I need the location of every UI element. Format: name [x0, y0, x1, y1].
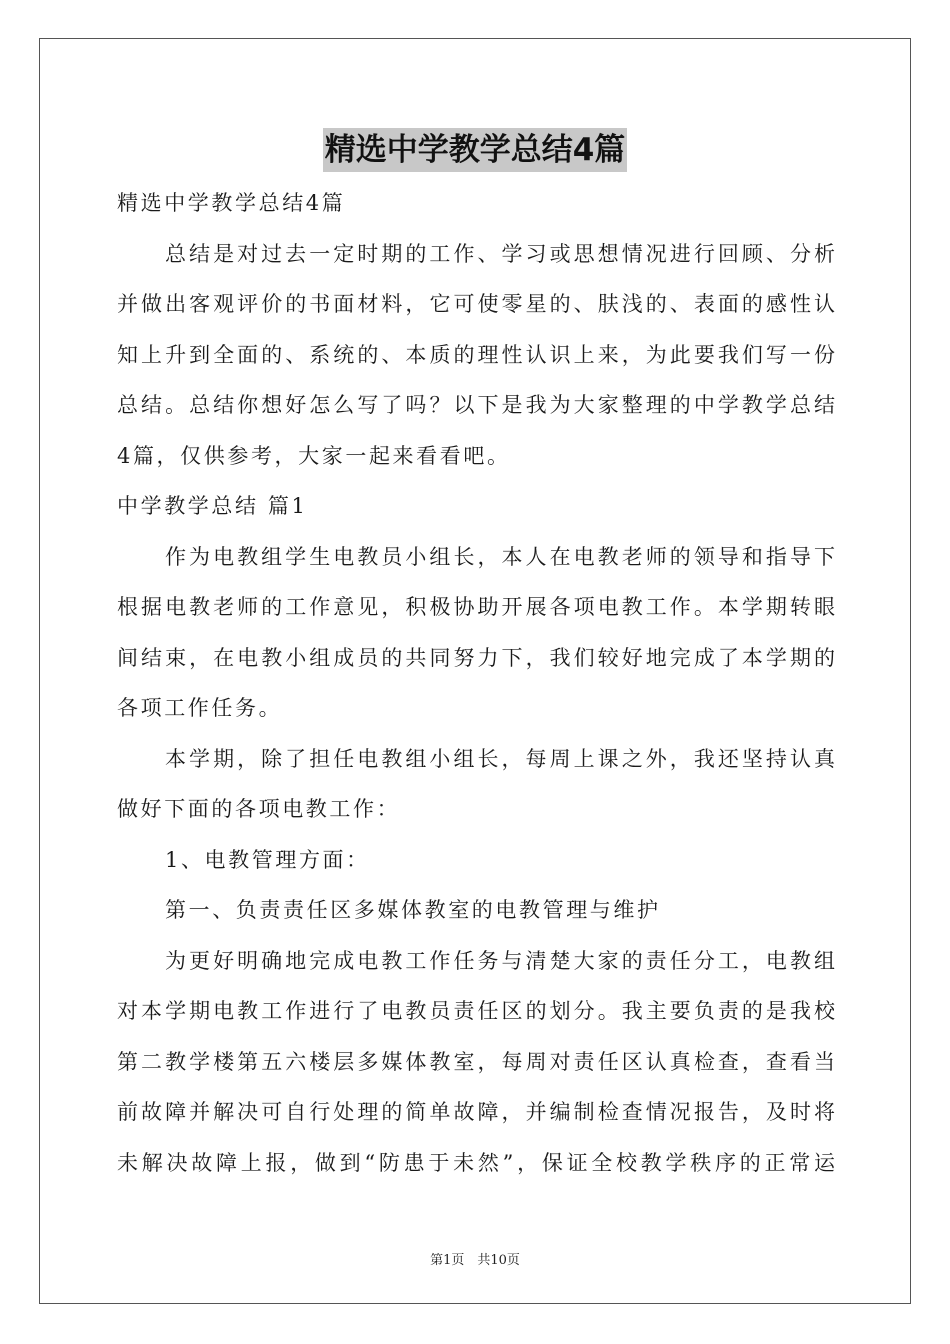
- body-line: 本学期，除了担任电教组小组长，每周上课之外，我还坚持认真: [165, 746, 835, 771]
- body-line: 第二教学楼第五六楼层多媒体教室，每周对责任区认真检查，查看当: [117, 1049, 835, 1074]
- body-line: 做好下面的各项电教工作：: [117, 797, 401, 821]
- body-line: 根据电教老师的工作意见，积极协助开展各项电教工作。本学期转眼: [117, 595, 835, 619]
- body-line: 前故障并解决可自行处理的简单故障，并编制检查情况报告，及时将: [117, 1100, 835, 1124]
- body-line: 4篇，仅供参考，大家一起来看看吧。: [117, 443, 511, 468]
- body-line: 作为电教组学生电教员小组长，本人在电教老师的领导和指导下: [165, 544, 835, 569]
- body-line: 为更好明确地完成电教工作任务与清楚大家的责任分工，电教组: [165, 948, 835, 973]
- body-line: 总结是对过去一定时期的工作、学习或思想情况进行回顾、分析: [165, 241, 835, 266]
- section-heading: 中学教学总结 篇1: [117, 494, 308, 518]
- document-body: [117, 178, 835, 1188]
- title-container: [0, 128, 950, 172]
- subheading: 1、电教管理方面：: [165, 847, 370, 872]
- body-line: 总结。总结你想好怎么写了吗？以下是我为大家整理的中学教学总结: [117, 393, 835, 417]
- body-line: 知上升到全面的、系统的、本质的理性认识上来，为此要我们写一份: [117, 342, 835, 367]
- body-line: 各项工作任务。: [117, 696, 283, 720]
- page-footer: 第1页 共10页: [430, 1253, 520, 1268]
- body-line: 未解决故障上报，做到“防患于未然”，保证全校教学秩序的正常运: [117, 1150, 835, 1175]
- body-line: 精选中学教学总结4篇: [117, 191, 346, 215]
- body-line: 并做出客观评价的书面材料，它可使零星的、肤浅的、表面的感性认: [117, 292, 835, 316]
- body-line: 间结束，在电教小组成员的共同努力下，我们较好地完成了本学期的: [117, 645, 835, 670]
- subheading: 第一、负责责任区多媒体教室的电教管理与维护: [165, 898, 661, 922]
- document-title: 精选中学教学总结4篇: [323, 128, 628, 172]
- body-line: 对本学期电教工作进行了电教员责任区的划分。我主要负责的是我校: [117, 999, 835, 1023]
